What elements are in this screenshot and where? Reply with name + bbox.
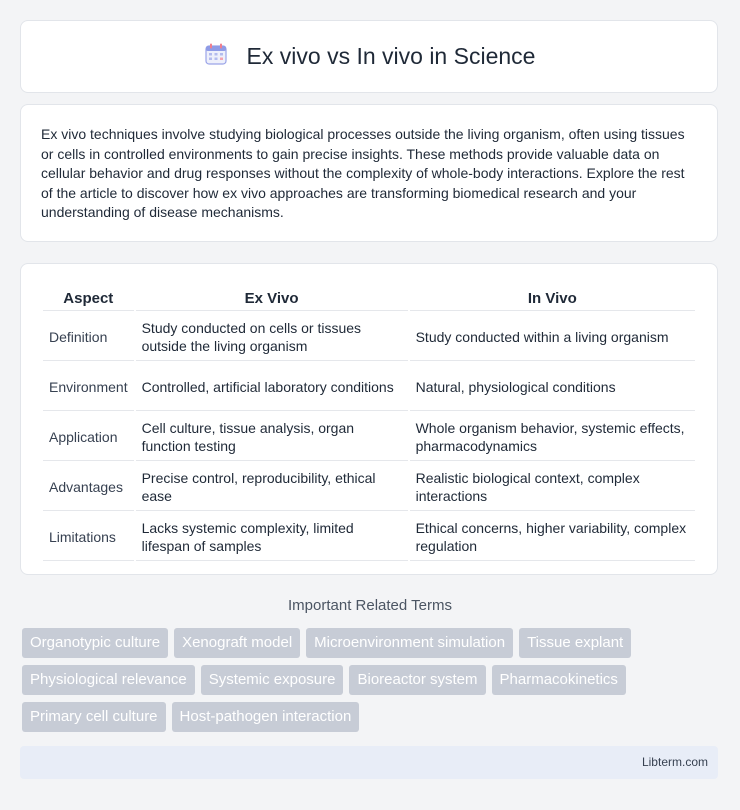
table-row <box>43 513 695 561</box>
related-term-tag[interactable]: Host-pathogen interaction <box>172 702 360 732</box>
header-ex-vivo: Ex Vivo <box>136 286 408 311</box>
footer <box>20 746 718 779</box>
related-term-tag[interactable]: Xenograft model <box>174 628 300 658</box>
table-row <box>43 363 695 411</box>
row-ex-vivo: Cell culture, tissue analysis, organ function testing <box>136 413 408 461</box>
header-aspect: Aspect <box>43 286 134 311</box>
row-ex-vivo: Controlled, artificial laboratory conditions <box>136 363 408 411</box>
table-row <box>43 413 695 461</box>
row-aspect: Limitations <box>43 513 134 561</box>
row-in-vivo: Whole organism behavior, systemic effects, pharmacodynamics <box>410 413 695 461</box>
row-in-vivo: Ethical concerns, higher variability, complex regulation <box>410 513 695 561</box>
footer-site-link[interactable]: Libterm.com <box>641 755 708 769</box>
row-in-vivo: Realistic biological context, complex interactions <box>410 463 695 511</box>
related-terms-title: Important Related Terms <box>288 597 452 614</box>
related-term-tag[interactable]: Physiological relevance <box>22 665 195 695</box>
related-term-tag[interactable]: Systemic exposure <box>201 665 344 695</box>
related-term-tag[interactable]: Bioreactor system <box>349 665 485 695</box>
related-terms-list <box>22 628 702 732</box>
row-in-vivo: Natural, physiological conditions <box>410 363 695 411</box>
table-header-row <box>43 286 695 311</box>
header-in-vivo: In Vivo <box>410 286 695 311</box>
calendar-icon <box>203 41 229 72</box>
row-aspect: Advantages <box>43 463 134 511</box>
comparison-card <box>20 263 718 575</box>
row-ex-vivo: Study conducted on cells or tissues outside the living organism <box>136 313 408 361</box>
row-aspect: Environment <box>43 363 134 411</box>
related-term-tag[interactable]: Primary cell culture <box>22 702 166 732</box>
page-title: Ex vivo vs In vivo in Science <box>246 43 536 69</box>
intro-card <box>20 104 718 242</box>
related-term-tag[interactable]: Tissue explant <box>519 628 631 658</box>
related-term-tag[interactable]: Pharmacokinetics <box>492 665 626 695</box>
row-ex-vivo: Precise control, reproducibility, ethical ease <box>136 463 408 511</box>
row-aspect: Definition <box>43 313 134 361</box>
row-in-vivo: Study conducted within a living organism <box>410 313 695 361</box>
table-row <box>43 463 695 511</box>
table-row <box>43 313 695 361</box>
row-aspect: Application <box>43 413 134 461</box>
row-ex-vivo: Lacks systemic complexity, limited lifespan of samples <box>136 513 408 561</box>
related-term-tag[interactable]: Organotypic culture <box>22 628 168 658</box>
header-card <box>20 20 718 93</box>
comparison-table <box>41 284 697 563</box>
related-term-tag[interactable]: Microenvironment simulation <box>306 628 513 658</box>
intro-paragraph: Ex vivo techniques involve studying biological processes outside the living organism, often using tissues or cells in controlled environments to gain precise insights. These methods provide valuable data on cellular behavior and drug responses without the complexity of whole-body interactions. Explore the rest of the article to discover how ex vivo approaches are transforming biomedical research and your understanding of disease mechanisms. <box>41 126 685 221</box>
